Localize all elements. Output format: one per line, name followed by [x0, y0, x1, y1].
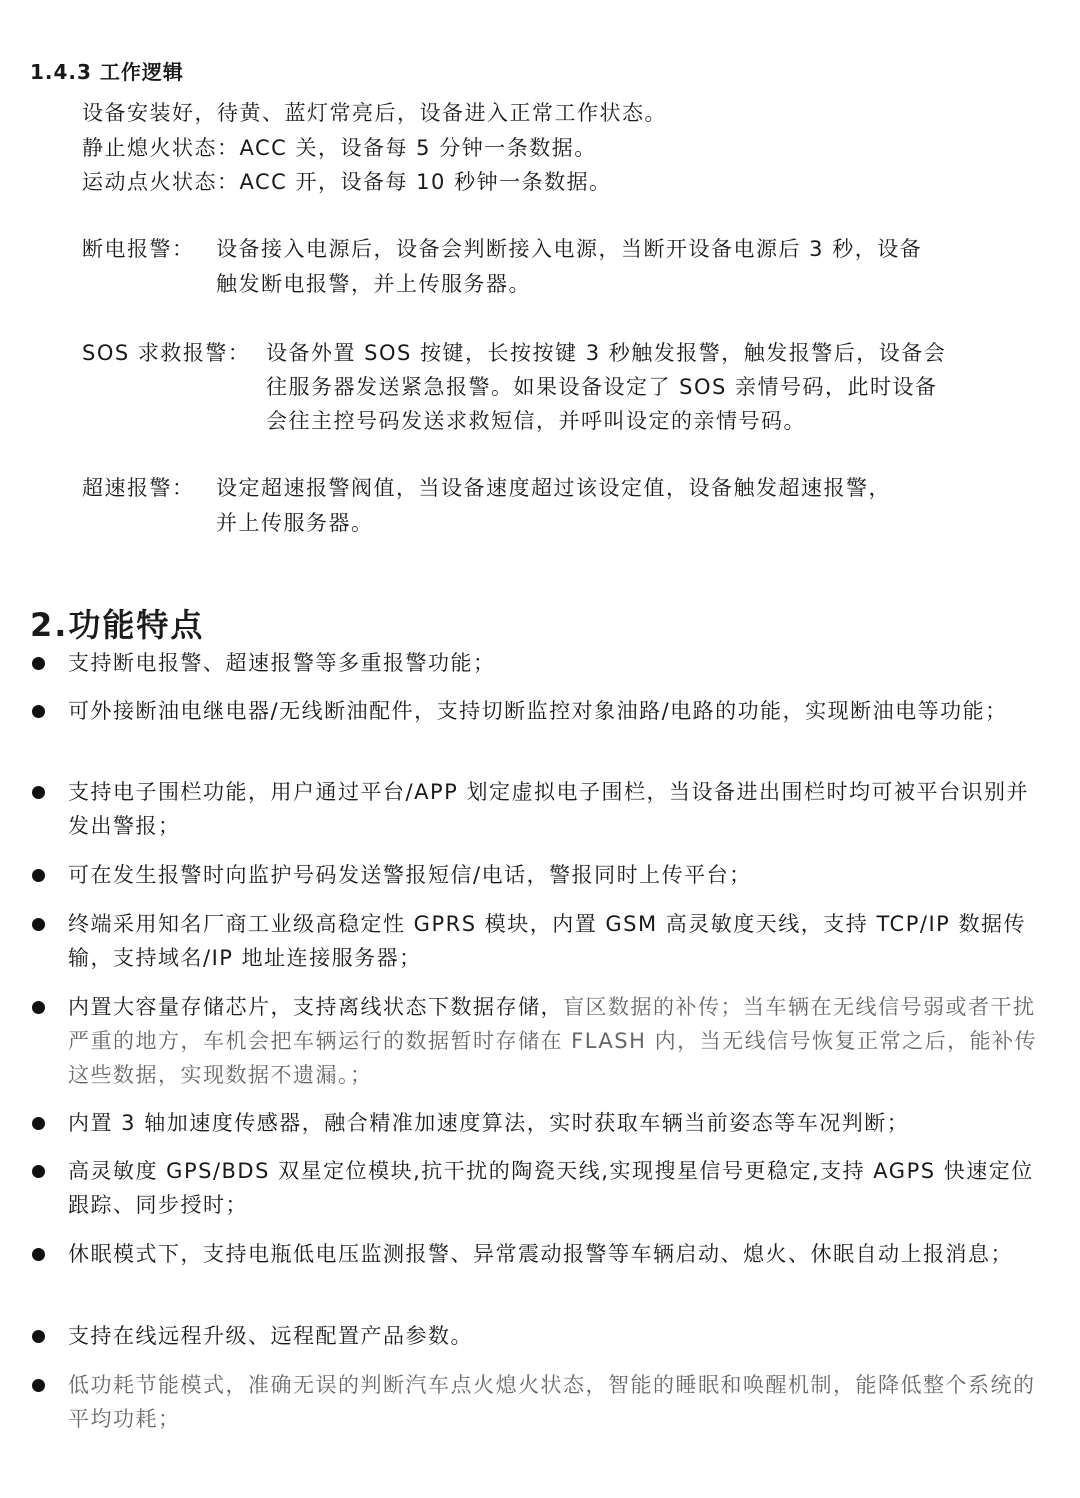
feature-item: 可在发生报警时向监护号码发送警报短信/电话，警报同时上传平台； [68, 863, 752, 887]
sos-alarm-line: 往服务器发送紧急报警。如果设备设定了 SOS 亲情号码，此时设备 [266, 375, 938, 399]
feature-item: 高灵敏度 GPS/BDS 双星定位模块,抗干扰的陶瓷天线,实现搜星信号更稳定,支持 AGPS 快速定位跟踪、同步授时； [68, 1159, 1034, 1217]
section-heading: 1.4.3 工作逻辑 [30, 60, 184, 84]
feature-text-gray: 盲区数据的补传；当车辆在无线信号弱或者干扰严重的地方，车机会把车辆运行的数据暂时存储在 FLASH 内，当无线信号恢复正常之后，能补传这些数据，实现数据不遗漏。； [68, 995, 1038, 1087]
bullet-icon [32, 1330, 45, 1343]
feature-item [68, 990, 1043, 1092]
speed-alarm-label: 超速报警： [82, 476, 195, 500]
speed-alarm-line: 并上传服务器。 [216, 511, 374, 535]
feature-item: 支持在线远程升级、远程配置产品参数。 [68, 1324, 473, 1348]
bullet-icon [32, 786, 45, 799]
sos-alarm-line: 会往主控号码发送求救短信，并呼叫设定的亲情号码。 [266, 409, 806, 433]
body-line: 设备安装好，待黄、蓝灯常亮后，设备进入正常工作状态。 [82, 101, 667, 125]
body-line: 运动点火状态：ACC 开，设备每 10 秒钟一条数据。 [82, 170, 612, 194]
bullet-icon [32, 918, 45, 931]
power-alarm-line: 触发断电报警，并上传服务器。 [216, 272, 531, 296]
feature-item: 支持断电报警、超速报警等多重报警功能； [68, 651, 496, 675]
section-heading: 2.功能特点 [30, 606, 205, 644]
bullet-icon [32, 705, 45, 718]
body-line: 静止熄火状态：ACC 关，设备每 5 分钟一条数据。 [82, 136, 597, 160]
bullet-icon [32, 869, 45, 882]
power-alarm-label: 断电报警： [82, 237, 195, 261]
speed-alarm-line: 设定超速报警阀值，当设备速度超过该设定值，设备触发超速报警， [216, 476, 891, 500]
power-alarm-line: 设备接入电源后，设备会判断接入电源，当断开设备电源后 3 秒，设备 [216, 237, 923, 261]
bullet-icon [32, 657, 45, 670]
bullet-icon [32, 1379, 45, 1392]
feature-item: 休眠模式下，支持电瓶低电压监测报警、异常震动报警等车辆启动、熄火、休眠自动上报消息； [68, 1242, 1013, 1266]
sos-alarm-line: 设备外置 SOS 按键，长按按键 3 秒触发报警，触发报警后，设备会 [266, 341, 947, 365]
bullet-icon [32, 1117, 45, 1130]
feature-item: 内置 3 轴加速度传感器，融合精准加速度算法，实时获取车辆当前姿态等车况判断； [68, 1111, 910, 1135]
sos-alarm-label: SOS 求救报警： [82, 341, 251, 365]
feature-item: 可外接断油电继电器/无线断油配件，支持切断监控对象油路/电路的功能，实现断油电等功能； [68, 699, 1008, 723]
bullet-icon [32, 1165, 45, 1178]
feature-item: 终端采用知名厂商工业级高稳定性 GPRS 模块，内置 GSM 高灵敏度天线，支持 TCP/IP 数据传输，支持域名/IP 地址连接服务器； [68, 912, 1026, 970]
bullet-icon [32, 1001, 45, 1014]
feature-item: 支持电子围栏功能，用户通过平台/APP 划定虚拟电子围栏，当设备进出围栏时均可被平台识别并发出警报； [68, 780, 1029, 838]
bullet-icon [32, 1248, 45, 1261]
feature-item: 低功耗节能模式，准确无误的判断汽车点火熄火状态，智能的睡眠和唤醒机制，能降低整个系统的平均功耗； [68, 1373, 1036, 1431]
feature-text-dark: 内置大容量存储芯片，支持离线状态下数据存储， [68, 995, 563, 1019]
